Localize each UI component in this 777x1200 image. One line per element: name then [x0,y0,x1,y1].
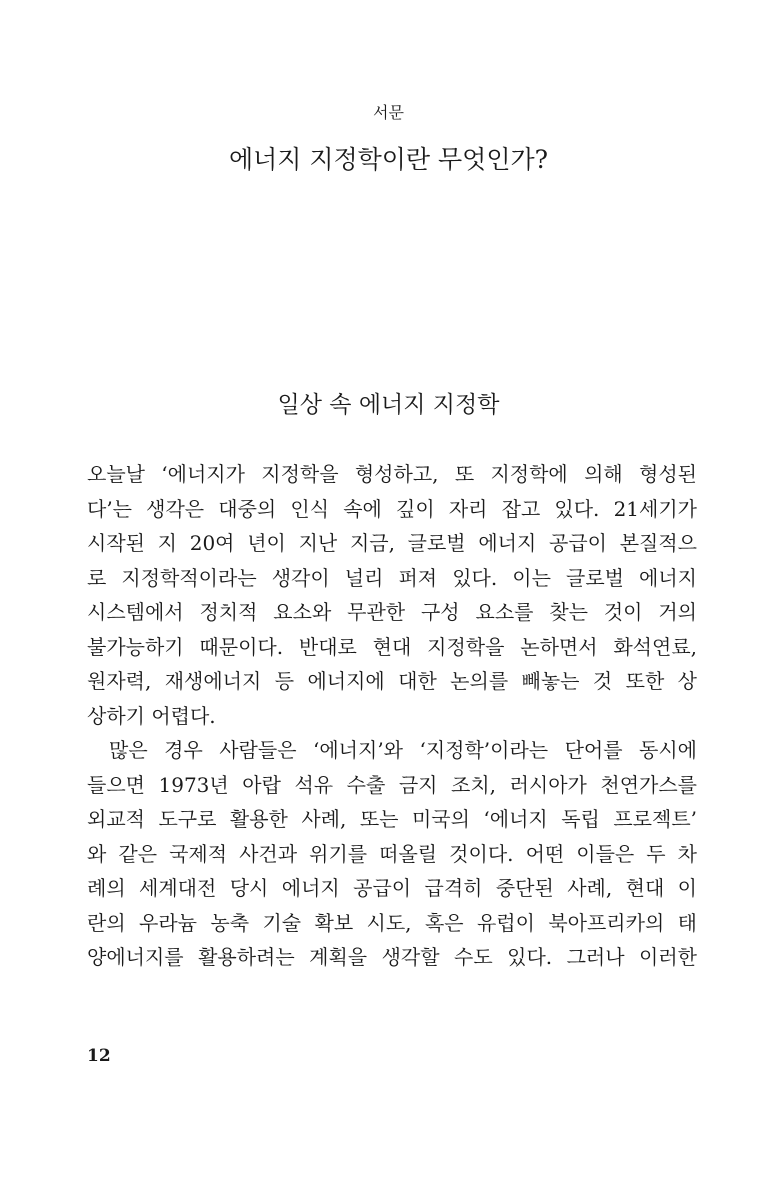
text-line: 례의 세계대전 당시 에너지 공급이 급격히 중단된 사례, 현대 이 [87,876,697,900]
chapter-kicker: 서문 [373,103,404,122]
paragraph [87,733,697,975]
text-line: 와 같은 국제적 사건과 위기를 떠올릴 것이다. 어떤 이들은 두 차 [87,841,697,866]
page-number: 12 [87,1046,111,1066]
chapter-title: 에너지 지정학이란 무엇인가? [228,145,549,174]
section-heading: 일상 속 에너지 지정학 [277,392,500,418]
text-line: 상하기 어렵다. [87,703,216,728]
text-line: 오늘날 ‘에너지가 지정학을 형성하고, 또 지정학에 의해 형성된 [87,462,697,486]
text-line: 불가능하기 때문이다. 반대로 현대 지정학을 논하면서 화석연료, [87,634,697,659]
text-line: 원자력, 재생에너지 등 에너지에 대한 논의를 빼놓는 것 또한 상 [87,669,697,693]
text-line: 들으면 1973년 아랍 석유 수출 금지 조치, 러시아가 천연가스를 [87,772,697,797]
text-line: 다’는 생각은 대중의 인식 속에 깊이 자리 잡고 있다. 21세기가 [87,496,697,521]
text-line: 로 지정학적이라는 생각이 널리 퍼져 있다. 이는 글로벌 에너지 [87,565,697,590]
paragraph [87,457,697,733]
text-line: 시스템에서 정치적 요소와 무관한 구성 요소를 찾는 것이 거의 [87,600,697,624]
text-line: 많은 경우 사람들은 ‘에너지’와 ‘지정학’이라는 단어를 동시에 [109,738,697,762]
text-line: 외교적 도구로 활용한 사례, 또는 미국의 ‘에너지 독립 프로젝트’ [87,807,697,831]
text-line: 란의 우라늄 농축 기술 확보 시도, 혹은 유럽이 북아프리카의 태 [87,910,697,935]
text-line: 시작된 지 20여 년이 지난 지금, 글로벌 에너지 공급이 본질적으 [87,531,697,555]
text-line: 양에너지를 활용하려는 계획을 생각할 수도 있다. 그러나 이러한 [87,945,697,969]
body-text [87,457,697,975]
